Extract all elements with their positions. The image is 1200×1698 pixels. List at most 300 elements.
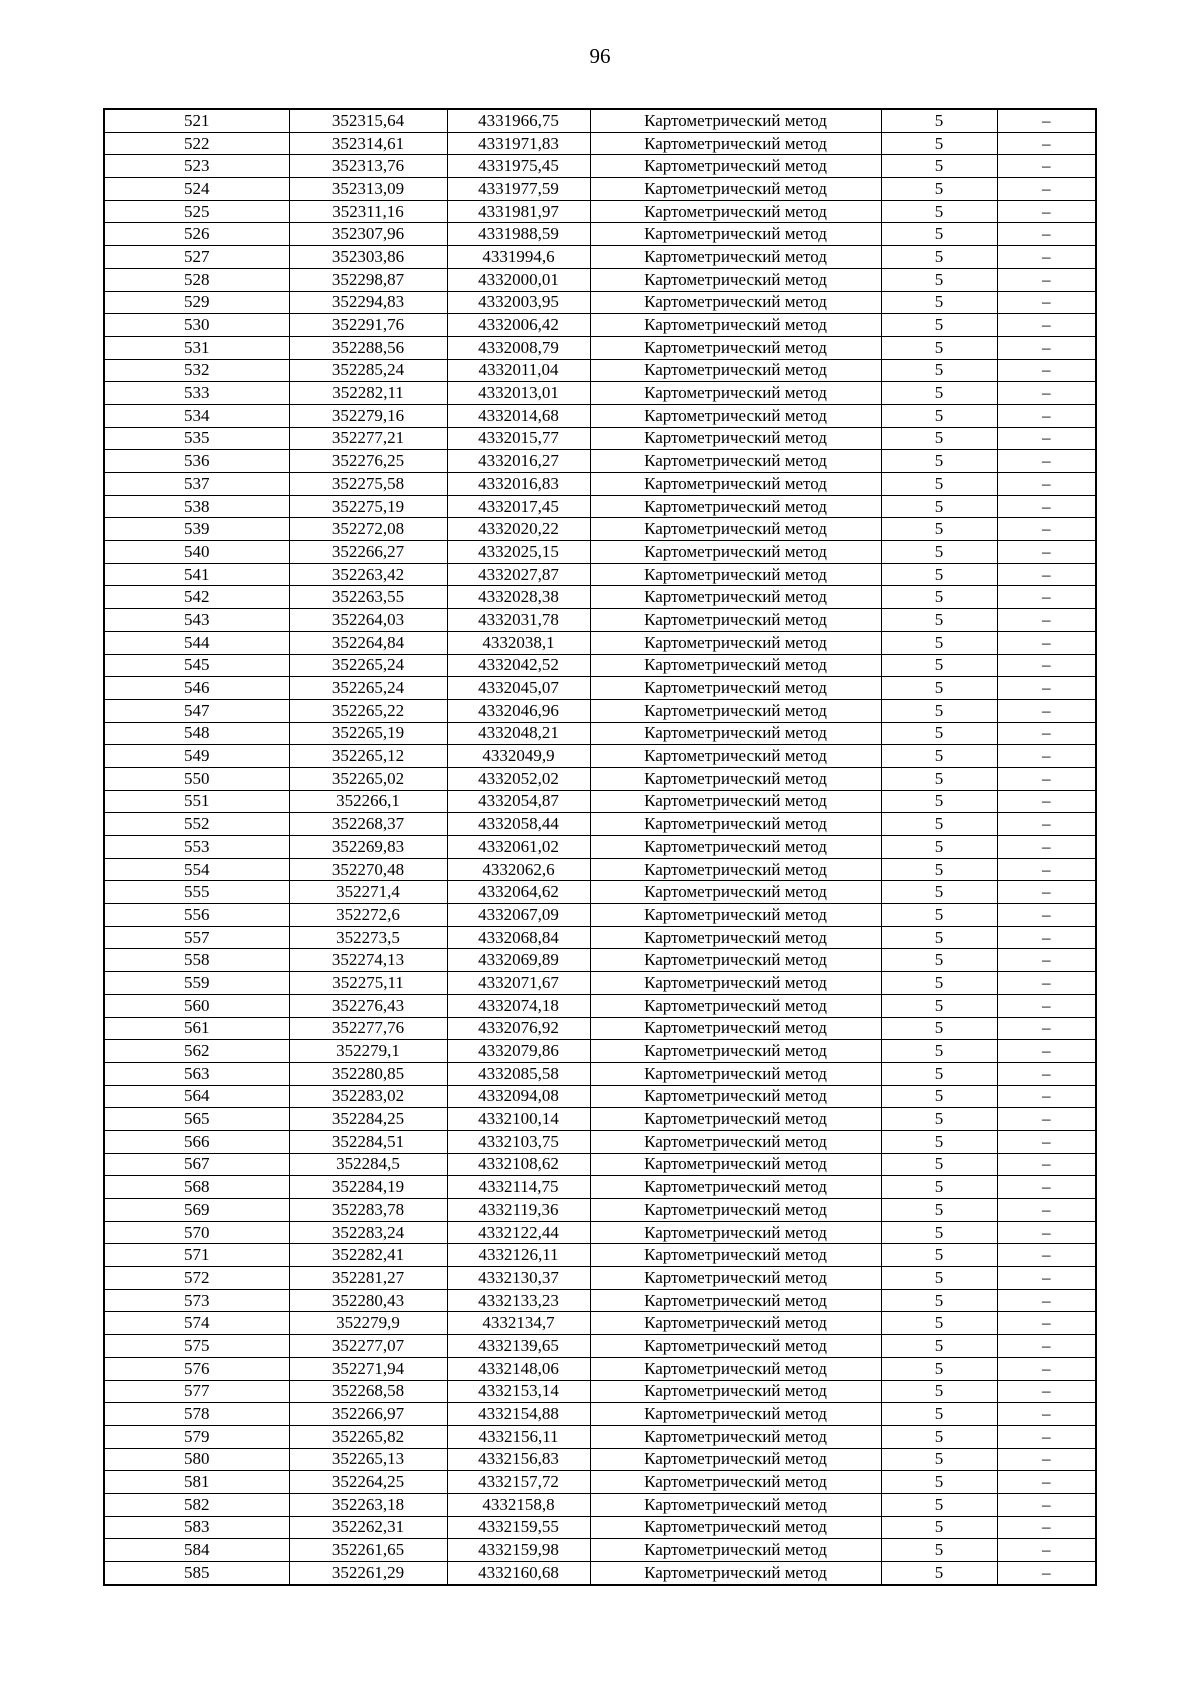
x-coordinate-cell: 352265,24	[289, 654, 447, 677]
note-cell: –	[997, 1017, 1096, 1040]
note-cell: –	[997, 1244, 1096, 1267]
table-row	[104, 767, 1096, 790]
method-cell: Картометрический метод	[590, 450, 881, 473]
y-coordinate-cell: 4332025,15	[447, 541, 590, 564]
y-coordinate-cell: 4332052,02	[447, 767, 590, 790]
note-cell: –	[997, 359, 1096, 382]
y-coordinate-cell: 4332158,8	[447, 1493, 590, 1516]
y-coordinate-cell: 4332071,67	[447, 972, 590, 995]
accuracy-cell: 5	[881, 1493, 997, 1516]
point-number-cell: 526	[104, 223, 289, 246]
y-coordinate-cell: 4332062,6	[447, 858, 590, 881]
note-cell: –	[997, 631, 1096, 654]
note-cell: –	[997, 1176, 1096, 1199]
y-coordinate-cell: 4331988,59	[447, 223, 590, 246]
note-cell: –	[997, 836, 1096, 859]
note-cell: –	[997, 246, 1096, 269]
y-coordinate-cell: 4331977,59	[447, 178, 590, 201]
method-cell: Картометрический метод	[590, 1448, 881, 1471]
x-coordinate-cell: 352303,86	[289, 246, 447, 269]
point-number-cell: 577	[104, 1380, 289, 1403]
point-number-cell: 551	[104, 790, 289, 813]
x-coordinate-cell: 352265,19	[289, 722, 447, 745]
accuracy-cell: 5	[881, 155, 997, 178]
note-cell: –	[997, 1199, 1096, 1222]
accuracy-cell: 5	[881, 427, 997, 450]
note-cell: –	[997, 563, 1096, 586]
note-cell: –	[997, 1312, 1096, 1335]
y-coordinate-cell: 4332157,72	[447, 1471, 590, 1494]
method-cell: Картометрический метод	[590, 518, 881, 541]
point-number-cell: 568	[104, 1176, 289, 1199]
y-coordinate-cell: 4332016,27	[447, 450, 590, 473]
accuracy-cell: 5	[881, 609, 997, 632]
x-coordinate-cell: 352271,94	[289, 1357, 447, 1380]
x-coordinate-cell: 352270,48	[289, 858, 447, 881]
point-number-cell: 569	[104, 1199, 289, 1222]
x-coordinate-cell: 352276,43	[289, 994, 447, 1017]
x-coordinate-cell: 352275,58	[289, 473, 447, 496]
table-row	[104, 155, 1096, 178]
table-row	[104, 858, 1096, 881]
point-number-cell: 560	[104, 994, 289, 1017]
accuracy-cell: 5	[881, 404, 997, 427]
method-cell: Картометрический метод	[590, 836, 881, 859]
point-number-cell: 536	[104, 450, 289, 473]
x-coordinate-cell: 352280,43	[289, 1289, 447, 1312]
accuracy-cell: 5	[881, 1539, 997, 1562]
accuracy-cell: 5	[881, 836, 997, 859]
x-coordinate-cell: 352283,24	[289, 1221, 447, 1244]
point-number-cell: 559	[104, 972, 289, 995]
y-coordinate-cell: 4332048,21	[447, 722, 590, 745]
note-cell: –	[997, 767, 1096, 790]
method-cell: Картометрический метод	[590, 1380, 881, 1403]
x-coordinate-cell: 352274,13	[289, 949, 447, 972]
point-number-cell: 549	[104, 745, 289, 768]
point-number-cell: 524	[104, 178, 289, 201]
coordinates-table-body	[104, 109, 1096, 1585]
note-cell: –	[997, 1153, 1096, 1176]
note-cell: –	[997, 1221, 1096, 1244]
note-cell: –	[997, 336, 1096, 359]
x-coordinate-cell: 352307,96	[289, 223, 447, 246]
method-cell: Картометрический метод	[590, 427, 881, 450]
accuracy-cell: 5	[881, 1130, 997, 1153]
note-cell: –	[997, 881, 1096, 904]
point-number-cell: 542	[104, 586, 289, 609]
y-coordinate-cell: 4332006,42	[447, 314, 590, 337]
x-coordinate-cell: 352275,11	[289, 972, 447, 995]
table-row	[104, 541, 1096, 564]
method-cell: Картометрический метод	[590, 223, 881, 246]
coordinates-table	[103, 108, 1097, 1586]
x-coordinate-cell: 352314,61	[289, 132, 447, 155]
table-row	[104, 949, 1096, 972]
x-coordinate-cell: 352265,22	[289, 699, 447, 722]
y-coordinate-cell: 4332156,11	[447, 1425, 590, 1448]
method-cell: Картометрический метод	[590, 541, 881, 564]
x-coordinate-cell: 352284,51	[289, 1130, 447, 1153]
accuracy-cell: 5	[881, 677, 997, 700]
method-cell: Картометрический метод	[590, 972, 881, 995]
table-row	[104, 268, 1096, 291]
table-row	[104, 404, 1096, 427]
table-row	[104, 609, 1096, 632]
point-number-cell: 527	[104, 246, 289, 269]
table-row	[104, 1199, 1096, 1222]
table-row	[104, 1062, 1096, 1085]
x-coordinate-cell: 352265,82	[289, 1425, 447, 1448]
x-coordinate-cell: 352266,1	[289, 790, 447, 813]
point-number-cell: 535	[104, 427, 289, 450]
x-coordinate-cell: 352272,6	[289, 904, 447, 927]
table-row	[104, 1448, 1096, 1471]
y-coordinate-cell: 4331981,97	[447, 200, 590, 223]
table-row	[104, 677, 1096, 700]
point-number-cell: 585	[104, 1562, 289, 1585]
accuracy-cell: 5	[881, 382, 997, 405]
x-coordinate-cell: 352265,12	[289, 745, 447, 768]
accuracy-cell: 5	[881, 132, 997, 155]
note-cell: –	[997, 1357, 1096, 1380]
note-cell: –	[997, 1425, 1096, 1448]
x-coordinate-cell: 352268,37	[289, 813, 447, 836]
point-number-cell: 555	[104, 881, 289, 904]
accuracy-cell: 5	[881, 268, 997, 291]
note-cell: –	[997, 1335, 1096, 1358]
method-cell: Картометрический метод	[590, 1335, 881, 1358]
note-cell: –	[997, 518, 1096, 541]
point-number-cell: 556	[104, 904, 289, 927]
accuracy-cell: 5	[881, 767, 997, 790]
accuracy-cell: 5	[881, 1017, 997, 1040]
x-coordinate-cell: 352279,9	[289, 1312, 447, 1335]
method-cell: Картометрический метод	[590, 359, 881, 382]
point-number-cell: 532	[104, 359, 289, 382]
table-row	[104, 1244, 1096, 1267]
method-cell: Картометрический метод	[590, 949, 881, 972]
point-number-cell: 565	[104, 1108, 289, 1131]
accuracy-cell: 5	[881, 541, 997, 564]
accuracy-cell: 5	[881, 926, 997, 949]
y-coordinate-cell: 4332148,06	[447, 1357, 590, 1380]
method-cell: Картометрический метод	[590, 1017, 881, 1040]
note-cell: –	[997, 1062, 1096, 1085]
y-coordinate-cell: 4332134,7	[447, 1312, 590, 1335]
y-coordinate-cell: 4332058,44	[447, 813, 590, 836]
y-coordinate-cell: 4332159,55	[447, 1516, 590, 1539]
y-coordinate-cell: 4332014,68	[447, 404, 590, 427]
y-coordinate-cell: 4332119,36	[447, 1199, 590, 1222]
page-number: 96	[589, 44, 611, 68]
point-number-cell: 522	[104, 132, 289, 155]
note-cell: –	[997, 109, 1096, 132]
note-cell: –	[997, 178, 1096, 201]
y-coordinate-cell: 4331966,75	[447, 109, 590, 132]
note-cell: –	[997, 790, 1096, 813]
note-cell: –	[997, 1562, 1096, 1585]
method-cell: Картометрический метод	[590, 677, 881, 700]
table-row	[104, 223, 1096, 246]
y-coordinate-cell: 4332133,23	[447, 1289, 590, 1312]
table-row	[104, 881, 1096, 904]
point-number-cell: 544	[104, 631, 289, 654]
point-number-cell: 530	[104, 314, 289, 337]
table-row	[104, 926, 1096, 949]
table-row	[104, 450, 1096, 473]
table-row	[104, 813, 1096, 836]
y-coordinate-cell: 4332139,65	[447, 1335, 590, 1358]
y-coordinate-cell: 4332031,78	[447, 609, 590, 632]
point-number-cell: 579	[104, 1425, 289, 1448]
accuracy-cell: 5	[881, 359, 997, 382]
point-number-cell: 578	[104, 1403, 289, 1426]
y-coordinate-cell: 4332160,68	[447, 1562, 590, 1585]
method-cell: Картометрический метод	[590, 291, 881, 314]
y-coordinate-cell: 4332130,37	[447, 1267, 590, 1290]
method-cell: Картометрический метод	[590, 336, 881, 359]
accuracy-cell: 5	[881, 495, 997, 518]
accuracy-cell: 5	[881, 1562, 997, 1585]
point-number-cell: 523	[104, 155, 289, 178]
y-coordinate-cell: 4332085,58	[447, 1062, 590, 1085]
method-cell: Картометрический метод	[590, 654, 881, 677]
x-coordinate-cell: 352269,83	[289, 836, 447, 859]
note-cell: –	[997, 1448, 1096, 1471]
point-number-cell: 545	[104, 654, 289, 677]
y-coordinate-cell: 4332076,92	[447, 1017, 590, 1040]
x-coordinate-cell: 352276,25	[289, 450, 447, 473]
y-coordinate-cell: 4332000,01	[447, 268, 590, 291]
method-cell: Картометрический метод	[590, 1108, 881, 1131]
method-cell: Картометрический метод	[590, 994, 881, 1017]
point-number-cell: 521	[104, 109, 289, 132]
table-row	[104, 1357, 1096, 1380]
accuracy-cell: 5	[881, 1176, 997, 1199]
x-coordinate-cell: 352291,76	[289, 314, 447, 337]
note-cell: –	[997, 949, 1096, 972]
note-cell: –	[997, 382, 1096, 405]
y-coordinate-cell: 4332064,62	[447, 881, 590, 904]
table-row	[104, 109, 1096, 132]
method-cell: Картометрический метод	[590, 904, 881, 927]
table-row	[104, 1562, 1096, 1585]
method-cell: Картометрический метод	[590, 586, 881, 609]
accuracy-cell: 5	[881, 994, 997, 1017]
y-coordinate-cell: 4332074,18	[447, 994, 590, 1017]
method-cell: Картометрический метод	[590, 268, 881, 291]
table-row	[104, 132, 1096, 155]
method-cell: Картометрический метод	[590, 699, 881, 722]
point-number-cell: 528	[104, 268, 289, 291]
method-cell: Картометрический метод	[590, 722, 881, 745]
y-coordinate-cell: 4332028,38	[447, 586, 590, 609]
point-number-cell: 582	[104, 1493, 289, 1516]
point-number-cell: 529	[104, 291, 289, 314]
accuracy-cell: 5	[881, 858, 997, 881]
point-number-cell: 531	[104, 336, 289, 359]
method-cell: Картометрический метод	[590, 1130, 881, 1153]
note-cell: –	[997, 200, 1096, 223]
y-coordinate-cell: 4331994,6	[447, 246, 590, 269]
y-coordinate-cell: 4332100,14	[447, 1108, 590, 1131]
point-number-cell: 566	[104, 1130, 289, 1153]
y-coordinate-cell: 4332103,75	[447, 1130, 590, 1153]
table-row	[104, 336, 1096, 359]
note-cell: –	[997, 1130, 1096, 1153]
y-coordinate-cell: 4332153,14	[447, 1380, 590, 1403]
note-cell: –	[997, 291, 1096, 314]
method-cell: Картометрический метод	[590, 1085, 881, 1108]
table-row	[104, 972, 1096, 995]
x-coordinate-cell: 352280,85	[289, 1062, 447, 1085]
point-number-cell: 558	[104, 949, 289, 972]
accuracy-cell: 5	[881, 790, 997, 813]
point-number-cell: 554	[104, 858, 289, 881]
table-row	[104, 1267, 1096, 1290]
x-coordinate-cell: 352279,1	[289, 1040, 447, 1063]
point-number-cell: 575	[104, 1335, 289, 1358]
point-number-cell: 537	[104, 473, 289, 496]
accuracy-cell: 5	[881, 109, 997, 132]
table-row	[104, 382, 1096, 405]
x-coordinate-cell: 352264,84	[289, 631, 447, 654]
x-coordinate-cell: 352265,13	[289, 1448, 447, 1471]
method-cell: Картометрический метод	[590, 1539, 881, 1562]
accuracy-cell: 5	[881, 904, 997, 927]
y-coordinate-cell: 4332049,9	[447, 745, 590, 768]
note-cell: –	[997, 1085, 1096, 1108]
accuracy-cell: 5	[881, 813, 997, 836]
y-coordinate-cell: 4332008,79	[447, 336, 590, 359]
accuracy-cell: 5	[881, 336, 997, 359]
x-coordinate-cell: 352271,4	[289, 881, 447, 904]
method-cell: Картометрический метод	[590, 404, 881, 427]
method-cell: Картометрический метод	[590, 1493, 881, 1516]
y-coordinate-cell: 4332054,87	[447, 790, 590, 813]
table-row	[104, 1425, 1096, 1448]
method-cell: Картометрический метод	[590, 745, 881, 768]
y-coordinate-cell: 4332015,77	[447, 427, 590, 450]
method-cell: Картометрический метод	[590, 382, 881, 405]
method-cell: Картометрический метод	[590, 563, 881, 586]
table-row	[104, 1471, 1096, 1494]
table-row	[104, 246, 1096, 269]
accuracy-cell: 5	[881, 1085, 997, 1108]
table-row	[104, 178, 1096, 201]
method-cell: Картометрический метод	[590, 813, 881, 836]
note-cell: –	[997, 1040, 1096, 1063]
note-cell: –	[997, 904, 1096, 927]
accuracy-cell: 5	[881, 1153, 997, 1176]
accuracy-cell: 5	[881, 1040, 997, 1063]
point-number-cell: 543	[104, 609, 289, 632]
table-row	[104, 631, 1096, 654]
y-coordinate-cell: 4332038,1	[447, 631, 590, 654]
method-cell: Картометрический метод	[590, 109, 881, 132]
x-coordinate-cell: 352277,76	[289, 1017, 447, 1040]
y-coordinate-cell: 4332061,02	[447, 836, 590, 859]
point-number-cell: 534	[104, 404, 289, 427]
point-number-cell: 557	[104, 926, 289, 949]
y-coordinate-cell: 4332020,22	[447, 518, 590, 541]
accuracy-cell: 5	[881, 1244, 997, 1267]
point-number-cell: 563	[104, 1062, 289, 1085]
method-cell: Картометрический метод	[590, 881, 881, 904]
x-coordinate-cell: 352285,24	[289, 359, 447, 382]
x-coordinate-cell: 352288,56	[289, 336, 447, 359]
table-row	[104, 291, 1096, 314]
x-coordinate-cell: 352313,76	[289, 155, 447, 178]
method-cell: Картометрический метод	[590, 178, 881, 201]
note-cell: –	[997, 541, 1096, 564]
y-coordinate-cell: 4332156,83	[447, 1448, 590, 1471]
method-cell: Картометрический метод	[590, 1516, 881, 1539]
accuracy-cell: 5	[881, 722, 997, 745]
x-coordinate-cell: 352279,16	[289, 404, 447, 427]
accuracy-cell: 5	[881, 949, 997, 972]
table-row	[104, 1176, 1096, 1199]
table-row	[104, 200, 1096, 223]
x-coordinate-cell: 352265,02	[289, 767, 447, 790]
x-coordinate-cell: 352262,31	[289, 1516, 447, 1539]
x-coordinate-cell: 352282,41	[289, 1244, 447, 1267]
x-coordinate-cell: 352284,19	[289, 1176, 447, 1199]
accuracy-cell: 5	[881, 1448, 997, 1471]
method-cell: Картометрический метод	[590, 1562, 881, 1585]
table-row	[104, 1289, 1096, 1312]
accuracy-cell: 5	[881, 586, 997, 609]
table-row	[104, 836, 1096, 859]
note-cell: –	[997, 1289, 1096, 1312]
y-coordinate-cell: 4332079,86	[447, 1040, 590, 1063]
point-number-cell: 547	[104, 699, 289, 722]
x-coordinate-cell: 352294,83	[289, 291, 447, 314]
point-number-cell: 546	[104, 677, 289, 700]
x-coordinate-cell: 352311,16	[289, 200, 447, 223]
y-coordinate-cell: 4332042,52	[447, 654, 590, 677]
x-coordinate-cell: 352284,25	[289, 1108, 447, 1131]
x-coordinate-cell: 352268,58	[289, 1380, 447, 1403]
point-number-cell: 539	[104, 518, 289, 541]
x-coordinate-cell: 352275,19	[289, 495, 447, 518]
note-cell: –	[997, 609, 1096, 632]
method-cell: Картометрический метод	[590, 1312, 881, 1335]
accuracy-cell: 5	[881, 1312, 997, 1335]
x-coordinate-cell: 352315,64	[289, 109, 447, 132]
accuracy-cell: 5	[881, 654, 997, 677]
x-coordinate-cell: 352283,02	[289, 1085, 447, 1108]
table-row	[104, 699, 1096, 722]
x-coordinate-cell: 352266,97	[289, 1403, 447, 1426]
point-number-cell: 571	[104, 1244, 289, 1267]
y-coordinate-cell: 4332069,89	[447, 949, 590, 972]
point-number-cell: 580	[104, 1448, 289, 1471]
method-cell: Картометрический метод	[590, 1357, 881, 1380]
accuracy-cell: 5	[881, 200, 997, 223]
method-cell: Картометрический метод	[590, 1471, 881, 1494]
table-row	[104, 904, 1096, 927]
method-cell: Картометрический метод	[590, 132, 881, 155]
x-coordinate-cell: 352266,27	[289, 541, 447, 564]
accuracy-cell: 5	[881, 1108, 997, 1131]
point-number-cell: 576	[104, 1357, 289, 1380]
accuracy-cell: 5	[881, 1199, 997, 1222]
x-coordinate-cell: 352264,03	[289, 609, 447, 632]
table-row	[104, 359, 1096, 382]
table-row	[104, 473, 1096, 496]
